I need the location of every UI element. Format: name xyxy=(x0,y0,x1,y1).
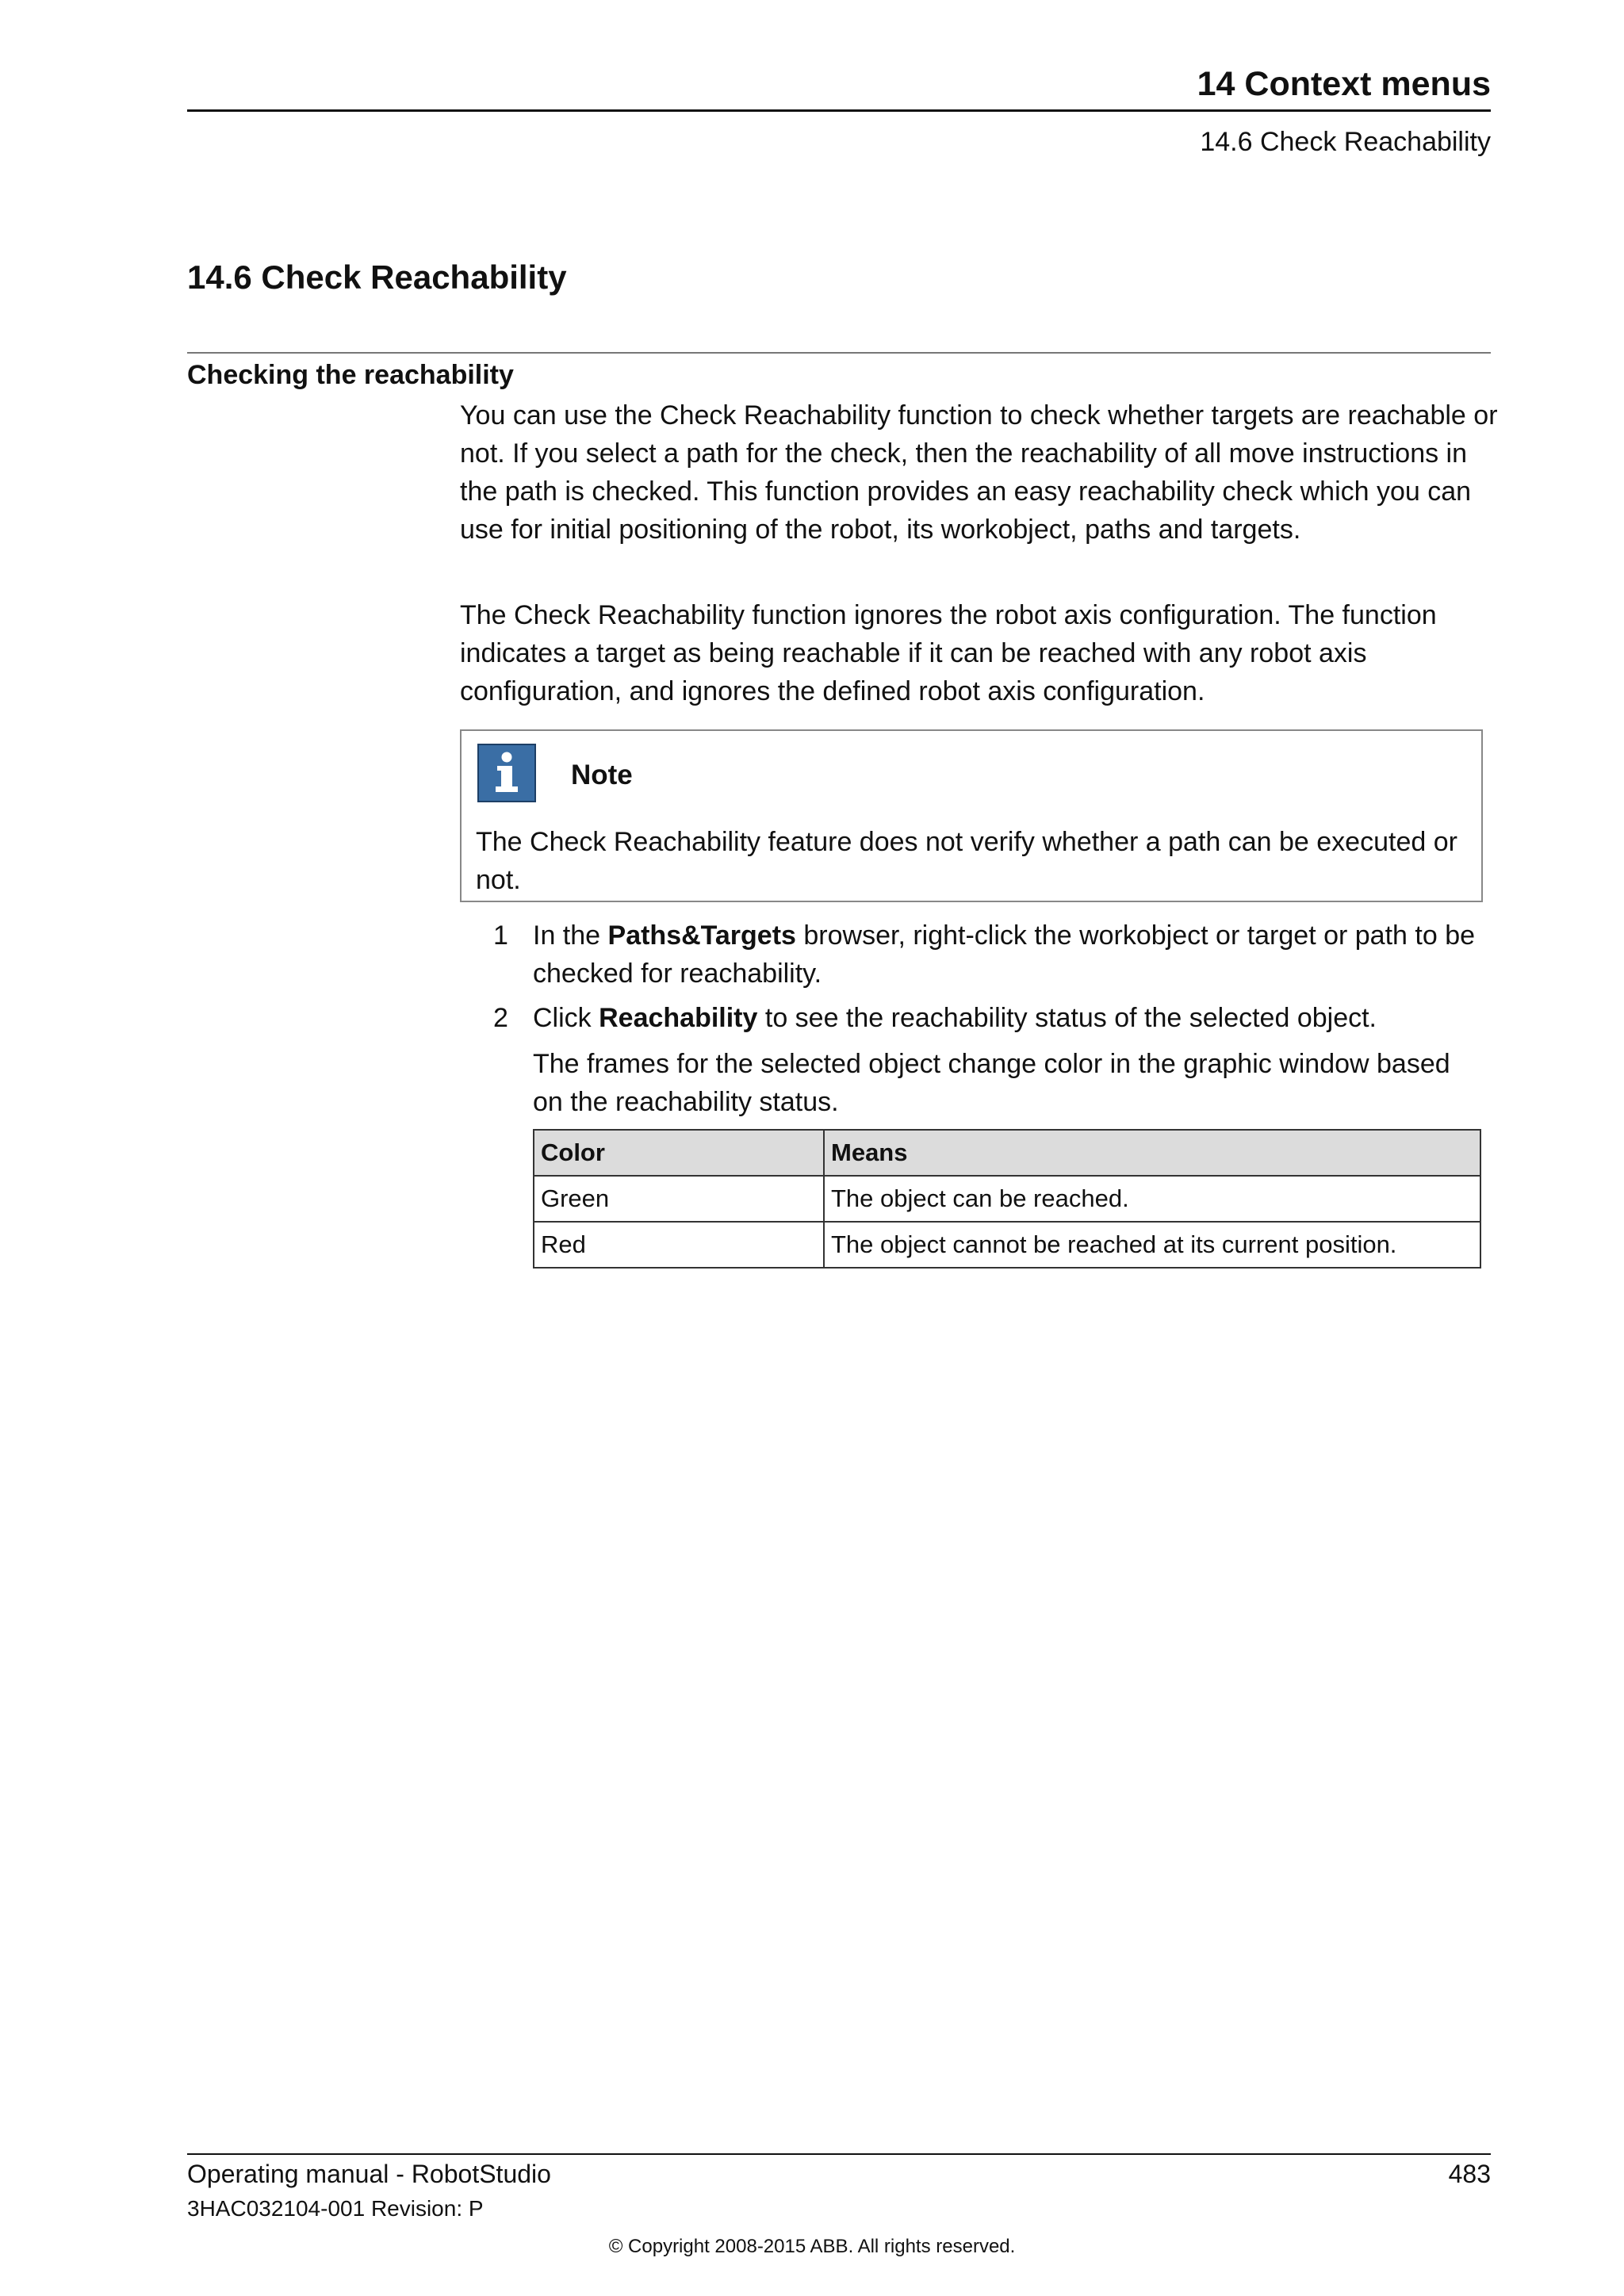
table-cell-means: The object can be reached. xyxy=(824,1176,1480,1222)
copyright-notice: © Copyright 2008-2015 ABB. All rights reserved. xyxy=(608,2236,1016,2257)
step-text-suffix: browser, right-click the workobject or target or path to be checked for reachability. xyxy=(533,920,1476,989)
ui-term-paths-targets: Paths&Targets xyxy=(607,920,796,951)
step-text xyxy=(533,916,1484,993)
step-number: 2 xyxy=(493,1003,508,1033)
table-row xyxy=(534,1222,1480,1268)
step-detail: The frames for the selected object change color in the graphic window based on the reachability status. xyxy=(533,1049,1450,1117)
footer-rule xyxy=(187,2153,1491,2155)
note-box xyxy=(460,729,1483,902)
step-number: 1 xyxy=(493,920,508,951)
step-text-prefix: In the xyxy=(533,920,608,951)
table-header-means: Means xyxy=(824,1130,1480,1176)
note-title: Note xyxy=(571,760,633,790)
table-row xyxy=(534,1176,1480,1222)
ui-term-reachability: Reachability xyxy=(599,1003,758,1033)
subsection-rule xyxy=(187,352,1491,354)
table-cell-color: Red xyxy=(534,1222,824,1268)
footer-manual-title: Operating manual - RobotStudio xyxy=(187,2160,551,2188)
table-header-color: Color xyxy=(534,1130,824,1176)
paragraph: The Check Reachability function ignores the robot axis configuration. The function indicates a target as being reachable if it can be reached with any robot axis configuration, and ignores the defined robot axis configuration. xyxy=(460,600,1437,706)
document-id: 3HAC032104-001 Revision: P xyxy=(187,2196,484,2221)
paragraph: You can use the Check Reachability function to check whether targets are reachable or not. If you select a path for the check, then the reachability of all move instructions in the path is checked. This function provides an easy reachability check which you can use for initial positioning of the robot, its workobject, paths and targets. xyxy=(460,400,1498,545)
header-section-title: 14.6 Check Reachability xyxy=(1200,127,1491,157)
table-cell-color: Green xyxy=(534,1176,824,1222)
table-cell-means: The object cannot be reached at its current position. xyxy=(824,1222,1480,1268)
section-heading: 14.6 Check Reachability xyxy=(187,258,567,296)
header-rule xyxy=(187,109,1491,112)
note-text: The Check Reachability feature does not verify whether a path can be executed or not. xyxy=(476,827,1457,895)
subsection-heading: Checking the reachability xyxy=(187,360,514,390)
info-icon xyxy=(477,744,536,802)
reachability-color-table xyxy=(533,1129,1481,1269)
chapter-title: 14 Context menus xyxy=(1197,65,1491,103)
page-number: 483 xyxy=(1448,2160,1491,2188)
step-text-prefix: Click xyxy=(533,1003,599,1033)
step-text-suffix: to see the reachability status of the selected object. xyxy=(757,1003,1377,1033)
step-text xyxy=(533,999,1484,1037)
table-header-row xyxy=(534,1130,1480,1176)
